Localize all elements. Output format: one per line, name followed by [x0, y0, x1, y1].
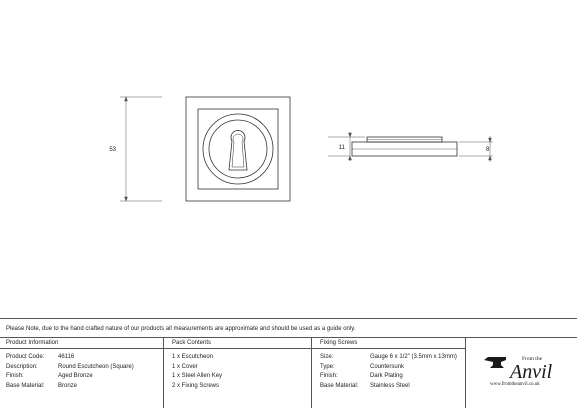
row-label: Base Material:	[320, 382, 359, 389]
row-value: Dark Plating	[370, 373, 403, 379]
pack-item-text: 1 x Steel Allen Key	[172, 373, 223, 379]
brand-url: www.fromtheanvil.co.uk	[490, 382, 540, 387]
screw-size-row	[312, 353, 465, 363]
product-information-panel	[0, 338, 164, 408]
pack-item-text: 1 x Cover	[172, 363, 198, 370]
side-total-label: 11	[338, 145, 345, 151]
fixing-screws-panel	[312, 338, 466, 408]
round-rose-inner	[209, 120, 267, 178]
row-value: Bronze	[58, 382, 78, 389]
from-the-anvil-logo	[470, 345, 574, 405]
row-label: Type:	[320, 363, 335, 370]
measurement-notice: Please Note, due to the hand crafted nature of our products all measurements are approximate and should be used as a guide only.	[0, 318, 577, 338]
row-label: Finish:	[6, 373, 24, 379]
keyhole-inner	[232, 134, 244, 167]
screw-finish-row	[312, 372, 465, 382]
side-plate-label: 8	[486, 147, 490, 153]
pack-item	[164, 382, 311, 392]
screw-material-row	[312, 382, 465, 392]
fixing-screws-heading: Fixing Screws	[312, 338, 465, 349]
front-height-dimension	[120, 97, 162, 201]
row-value: 46116	[58, 354, 75, 360]
row-value: Countersunk	[370, 363, 405, 370]
pack-item-text: 1 x Escutcheon	[172, 354, 214, 360]
base-material-row	[0, 382, 163, 392]
outer-square-plate	[186, 97, 290, 201]
round-rose	[203, 114, 273, 184]
keyhole	[229, 130, 247, 170]
finish-row	[0, 372, 163, 382]
product-code-row	[0, 353, 163, 363]
front-height-label: 53	[109, 147, 116, 153]
screw-type-row	[312, 363, 465, 373]
row-value: Round Escutcheon (Square)	[58, 363, 134, 370]
pack-contents-panel	[164, 338, 312, 408]
row-value: Stainless Steel	[370, 382, 410, 389]
brand-name: Anvil	[510, 361, 553, 383]
side-view	[352, 137, 457, 156]
inner-square-plate	[198, 109, 278, 189]
brand-small-text: From the	[522, 356, 543, 362]
pack-item-text: 2 x Fixing Screws	[172, 382, 220, 389]
pack-contents-heading: Pack Contents	[164, 338, 311, 349]
row-value: Aged Bronze	[58, 373, 93, 379]
pack-item	[164, 372, 311, 382]
pack-item	[164, 363, 311, 373]
row-label: Finish:	[320, 373, 338, 379]
product-information-heading: Product Information	[0, 338, 163, 349]
pack-item	[164, 353, 311, 363]
row-label: Base Material:	[6, 382, 45, 389]
front-view	[186, 97, 290, 201]
row-label: Description:	[6, 363, 38, 370]
row-label: Product Code:	[6, 354, 45, 360]
description-row	[0, 363, 163, 373]
row-label: Size:	[320, 354, 334, 360]
anvil-icon	[484, 357, 506, 368]
row-value: Gauge 6 x 1/2" (3.5mm x 13mm)	[370, 354, 457, 360]
side-total-dimension	[328, 132, 365, 161]
